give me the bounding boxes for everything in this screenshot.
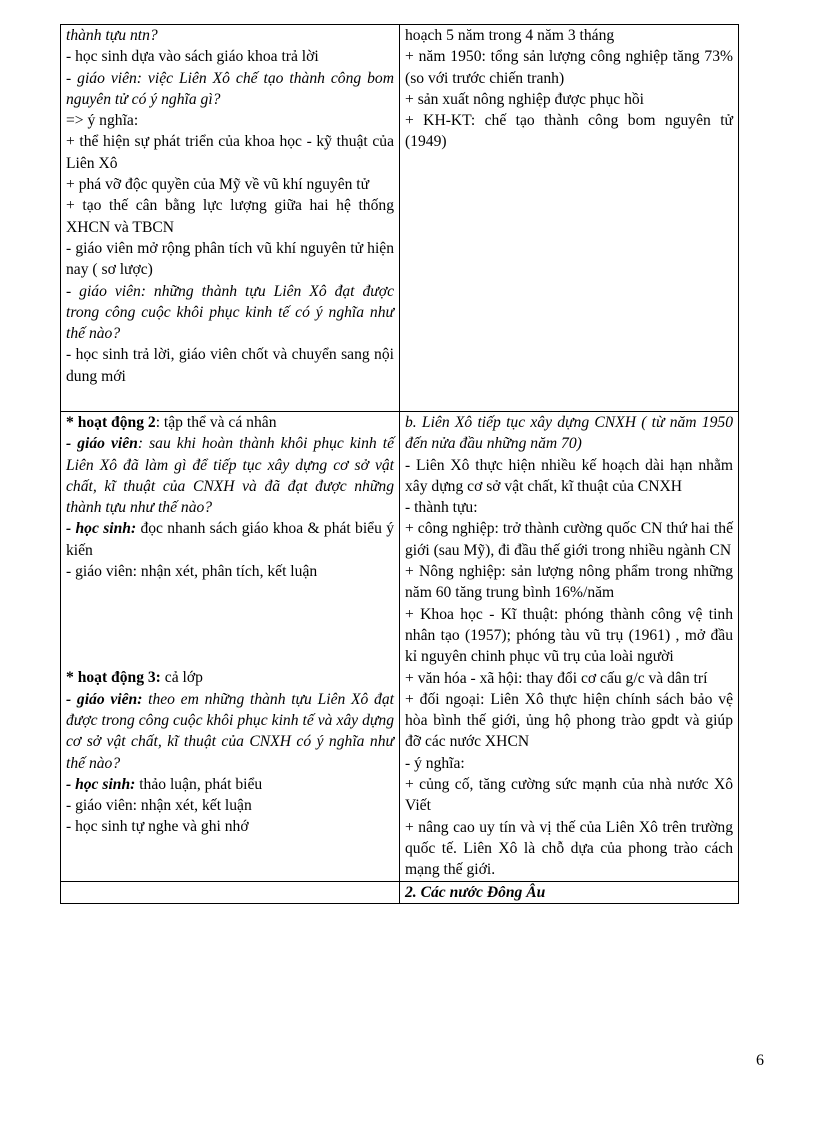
row3-right-cell: [400, 881, 739, 903]
table-row-1: [61, 25, 739, 412]
paragraph: hoạch 5 năm trong 4 năm 3 tháng: [405, 27, 615, 44]
paragraph: + tạo thế cân bằng lực lượng giữa hai hệ thống XHCN và TBCN: [66, 197, 394, 236]
row1-right-cell: [400, 25, 739, 412]
teacher-question-2: - giáo viên: theo em những thành tựu Liên Xô đạt được trong công cuộc khôi phục kinh tế và xây dựng cơ sở vật chất, kĩ thuật của CNXH có ý nghĩa như thế nào?: [66, 690, 394, 772]
teacher-question-1: - giáo viên: sau khi hoàn thành khôi phục kinh tế Liên Xô đã làm gì để tiếp tục xây dựng cơ sở vật chất, kĩ thuật của CNXH và đã đạt được những thành tựu như thế nào?: [66, 435, 395, 517]
student-task-1: - học sinh: đọc nhanh sách giáo khoa & phát biểu ý kiến: [66, 520, 394, 559]
row2-left-cell: [61, 412, 400, 882]
paragraph: + năm 1950: tổng sản lượng công nghiệp tăng 73% (so với trước chiến tranh): [405, 48, 733, 87]
paragraph: - giáo viên: những thành tựu Liên Xô đạt được trong công cuộc khôi phục kinh tế có ý nghĩa như thế nào?: [66, 282, 394, 343]
paragraph: - Liên Xô thực hiện nhiều kế hoạch dài hạn nhằm xây dựng cơ sở vật chất, kĩ thuật của CNXH: [405, 456, 733, 495]
table-row-2: [61, 412, 739, 882]
paragraph: + nâng cao uy tín và vị thế của Liên Xô trên trường quốc tế. Liên Xô là chỗ dựa của phong trào cách mạng thế giới.: [405, 818, 733, 879]
paragraph: + sản xuất nông nghiệp được phục hồi: [405, 90, 645, 108]
row3-left-cell: [61, 881, 400, 903]
paragraph: - học sinh dựa vào sách giáo khoa trả lời: [66, 48, 319, 66]
paragraph: - giáo viên mở rộng phân tích vũ khí nguyên tử hiện nay ( sơ lược): [66, 239, 394, 279]
activity-2-title: * hoạt động 2: tập thể và cá nhân: [66, 414, 277, 431]
section-heading-eastern-europe: 2. Các nước Đông Âu: [405, 883, 546, 901]
paragraph: thành tựu ntn?: [66, 27, 158, 44]
row1-left-cell: [61, 25, 400, 412]
paragraph: + KH-KT: chế tạo thành công bom nguyên tử (1949): [405, 112, 733, 151]
page-number: 6: [756, 1052, 764, 1069]
teacher-conclusion-2: - giáo viên: nhận xét, kết luận: [66, 797, 252, 815]
spacer: [66, 582, 394, 667]
paragraph: + Khoa học - Kĩ thuật: phóng thành công vệ tinh nhân tạo (1957); phóng tàu vũ trụ (1961) , mở đầu kỉ nguyên chinh phục vũ trụ của loài người: [405, 605, 733, 666]
paragraph: - thành tựu:: [405, 499, 478, 517]
paragraph: b. Liên Xô tiếp tục xây dựng CNXH ( từ năm 1950 đến nửa đầu những năm 70): [405, 414, 733, 453]
student-task-2: - học sinh: thảo luận, phát biểu: [66, 775, 263, 793]
activity-3-title: * hoạt động 3: cả lớp: [66, 669, 203, 687]
teacher-conclusion-1: - giáo viên: nhận xét, phân tích, kết luận: [66, 563, 318, 581]
row2-right-cell: [400, 412, 739, 882]
paragraph: - giáo viên: việc Liên Xô chế tạo thành công bom nguyên tử có ý nghĩa gì?: [66, 69, 394, 108]
paragraph: + văn hóa - xã hội: thay đổi cơ cấu g/c và dân trí: [405, 669, 708, 687]
lesson-table: [60, 24, 739, 904]
paragraph: => ý nghĩa:: [66, 112, 139, 130]
paragraph: + thể hiện sự phát triển của khoa học - kỹ thuật của Liên Xô: [66, 133, 394, 172]
student-note: - học sinh tự nghe và ghi nhớ: [66, 818, 249, 836]
table-row-3: [61, 881, 739, 903]
paragraph: - học sinh trả lời, giáo viên chốt và chuyển sang nội dung mới: [66, 346, 394, 385]
paragraph: + Nông nghiệp: sản lượng nông phẩm trong những năm 60 tăng trung bình 16%/năm: [405, 563, 733, 602]
paragraph: - ý nghĩa:: [405, 754, 465, 772]
paragraph: + đối ngoại: Liên Xô thực hiện chính sách bảo vệ hòa bình thế giới, ủng hộ phong trào gpdt và giúp đỡ các nước XHCN: [405, 690, 733, 751]
paragraph: + phá vỡ độc quyền của Mỹ về vũ khí nguyên tử: [66, 176, 370, 194]
paragraph: + công nghiệp: trở thành cường quốc CN thứ hai thế giới (sau Mỹ), đi đầu thế giới trong nhiều ngành CN: [405, 520, 733, 559]
paragraph: + củng cố, tăng cường sức mạnh của nhà nước Xô Viết: [405, 776, 733, 815]
